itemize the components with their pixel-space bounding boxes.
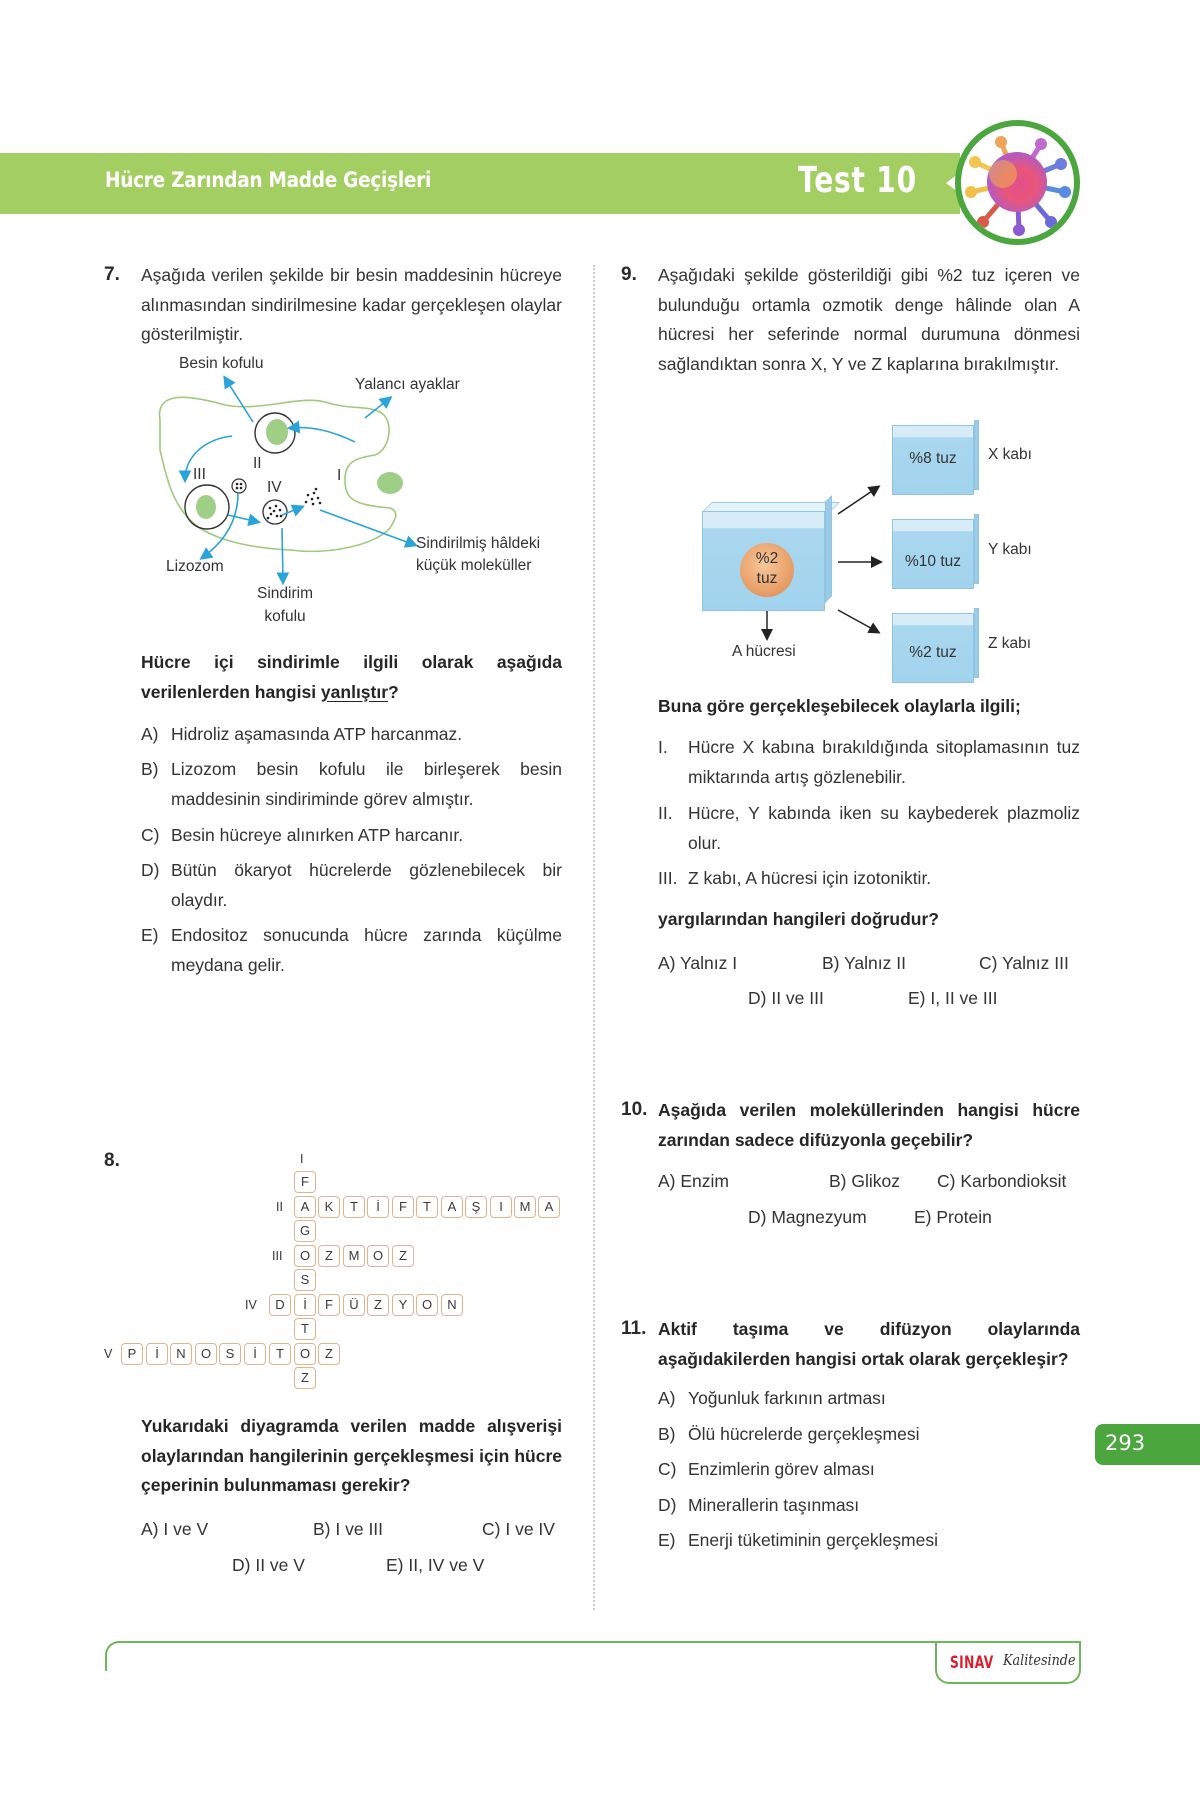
option-e[interactable]: E) Enerji tüketiminin gerçekleşmesi (658, 1530, 938, 1550)
option-c[interactable]: C) Enzimlerin görev alması (658, 1459, 875, 1479)
crossword-label-i: I (300, 1152, 304, 1166)
stage-iv: IV (267, 479, 282, 496)
question-number: 10. (621, 1099, 648, 1120)
tank-y-name: Y kabı (988, 541, 1032, 558)
question-number: 8. (104, 1150, 120, 1171)
virus-icon (961, 126, 1074, 239)
question-number: 11. (621, 1318, 647, 1339)
crossword-label-iii: III (272, 1249, 283, 1263)
option-d[interactable]: D) Magnezyum (748, 1207, 867, 1227)
label-sindirilmis-1: Sindirilmiş hâldeki (416, 535, 541, 552)
crossword-label-ii: II (276, 1200, 283, 1214)
option-a[interactable]: A) Yalnız I (658, 953, 738, 973)
crossword-cell: F (294, 1171, 316, 1193)
stage-ii: II (253, 455, 262, 472)
tank-x-content: %8 tuz (909, 450, 957, 467)
label-lizozom: Lizozom (166, 558, 224, 575)
question-number: 9. (621, 264, 637, 285)
label-sindirim-2: kofulu (264, 608, 306, 625)
stage-iii: III (193, 466, 206, 483)
tank-x-name: X kabı (988, 446, 1032, 463)
cell-a-label: A hücresi (732, 643, 796, 660)
option-e[interactable]: E) Endositoz sonucunda hücre zarında küçülme meydana gelir. (141, 925, 562, 975)
question-stem: Hücre içi sindirimle ilgili olarak aşağıda verilenlerden hangisi yanlıştır? (141, 652, 562, 702)
stage-i: I (337, 467, 342, 484)
option-c[interactable]: C) Yalnız III (979, 953, 1069, 973)
emphasis-wrong: yanlıştır (320, 681, 389, 702)
label-sindirim-1: Sindirim (257, 585, 313, 602)
osmosis-diagram (680, 410, 1080, 690)
option-d[interactable]: D) Bütün ökaryot hücrelerde gözlenebilecek bir olaydır. (141, 860, 562, 910)
tank-x-side (974, 420, 979, 490)
brand-logo-bold: SINAV (950, 1653, 994, 1673)
tank-y-content: %10 tuz (904, 553, 961, 570)
crossword-label-v: V (104, 1347, 113, 1361)
statement-i: I. Hücre X kabına bırakıldığında sitoplamasının tuz miktarında artış gözlenebilir. (658, 737, 1080, 787)
statement-ii: II. Hücre, Y kabında iken su kaybederek plazmoliz olur. (658, 803, 1080, 853)
tank-y-side (974, 514, 979, 584)
question-number: 7. (104, 264, 120, 285)
option-b[interactable]: B) Yalnız II (822, 953, 906, 973)
label-yalanci-ayaklar: Yalancı ayaklar (355, 376, 460, 393)
main-tank-side (825, 495, 832, 603)
option-b[interactable]: B) Lizozom besin kofulu ile birleşerek besin maddesinin sindiriminde görev almıştır. (141, 759, 562, 809)
crossword-cell: S (294, 1269, 316, 1291)
option-a[interactable]: A) Enzim (658, 1171, 729, 1191)
question-stem: Aşağıda verilen moleküllerinden hangisi hücre zarından sadece difüzyonla geçebilir? (658, 1100, 1080, 1150)
option-e[interactable]: E) II, IV ve V (386, 1555, 485, 1575)
tank-z-side (974, 608, 979, 678)
option-a[interactable]: A) Yoğunluk farkının artması (658, 1388, 886, 1408)
crossword-label-iv: IV (245, 1298, 257, 1312)
question-stem: Yukarıdaki diyagramda verilen madde alışverişi olaylarından hangilerinin gerçekleşmesi için hücre çeperinin bulunmaması gerekir? (141, 1416, 562, 1495)
option-d[interactable]: D) II ve V (232, 1555, 305, 1575)
question-lead: Buna göre gerçekleşebilecek olaylarla ilgili; (658, 696, 1021, 716)
option-c[interactable]: C) Karbondioksit (937, 1171, 1067, 1191)
question-intro: Aşağıda verilen şekilde bir besin maddesinin hücreye alınmasından sindirilmesine kadar gerçekleşen olaylar gösterilmiştir. (141, 265, 562, 344)
virus-badge (955, 120, 1080, 245)
tank-z-name: Z kabı (988, 635, 1032, 652)
option-b[interactable]: B) Ölü hücrelerde gerçekleşmesi (658, 1424, 920, 1444)
label-besin-kofulu: Besin kofulu (179, 355, 264, 372)
option-d[interactable]: D) II ve III (748, 988, 824, 1008)
option-a[interactable]: A) Hidroliz aşamasında ATP harcanmaz. (141, 724, 463, 744)
page-number: 293 (1105, 1431, 1146, 1455)
crossword-cell: Z (294, 1367, 316, 1389)
option-e[interactable]: E) I, II ve III (908, 988, 998, 1008)
question-stem: Aktif taşıma ve difüzyon olaylarında aşağıdakilerden hangisi ortak olarak gerçekleşir? (658, 1319, 1080, 1369)
cell-a-line2: tuz (756, 570, 778, 587)
tank-z-content: %2 tuz (909, 644, 957, 661)
footer-rule (105, 1641, 1080, 1671)
crossword-cell: G (294, 1220, 316, 1242)
question-intro: Aşağıdaki şekilde gösterildiği gibi %2 tuz içeren ve bulunduğu ortamla ozmotik denge hâlinde olan A hücresi her seferinde normal durumuna dönmesi sağlandıktan sonra X, Y ve Z kaplarına bırakılmıştır. (658, 265, 1080, 374)
option-d[interactable]: D) Minerallerin taşınması (658, 1495, 860, 1515)
column-divider (593, 265, 595, 1610)
option-b[interactable]: B) I ve III (313, 1519, 384, 1539)
cell-a-line1: %2 (755, 550, 779, 567)
option-e[interactable]: E) Protein (914, 1207, 992, 1227)
brand-logo-script: Kalitesinde (1003, 1651, 1076, 1669)
option-c[interactable]: C) Besin hücreye alınırken ATP harcanır. (141, 825, 464, 845)
phagocytosis-diagram (150, 350, 570, 640)
question-stem: yargılarından hangileri doğrudur? (658, 909, 939, 929)
label-sindirilmis-2: küçük moleküller (416, 557, 532, 574)
option-c[interactable]: C) I ve IV (482, 1519, 555, 1539)
option-b[interactable]: B) Glikoz (829, 1171, 900, 1191)
statement-iii: III. Z kabı, A hücresi için izotoniktir. (658, 868, 932, 888)
option-a[interactable]: A) I ve V (141, 1519, 209, 1539)
crossword-cell: T (294, 1318, 316, 1340)
chapter-title: Hücre Zarından Madde Geçişleri (105, 168, 432, 192)
test-label: Test 10 (798, 160, 917, 201)
